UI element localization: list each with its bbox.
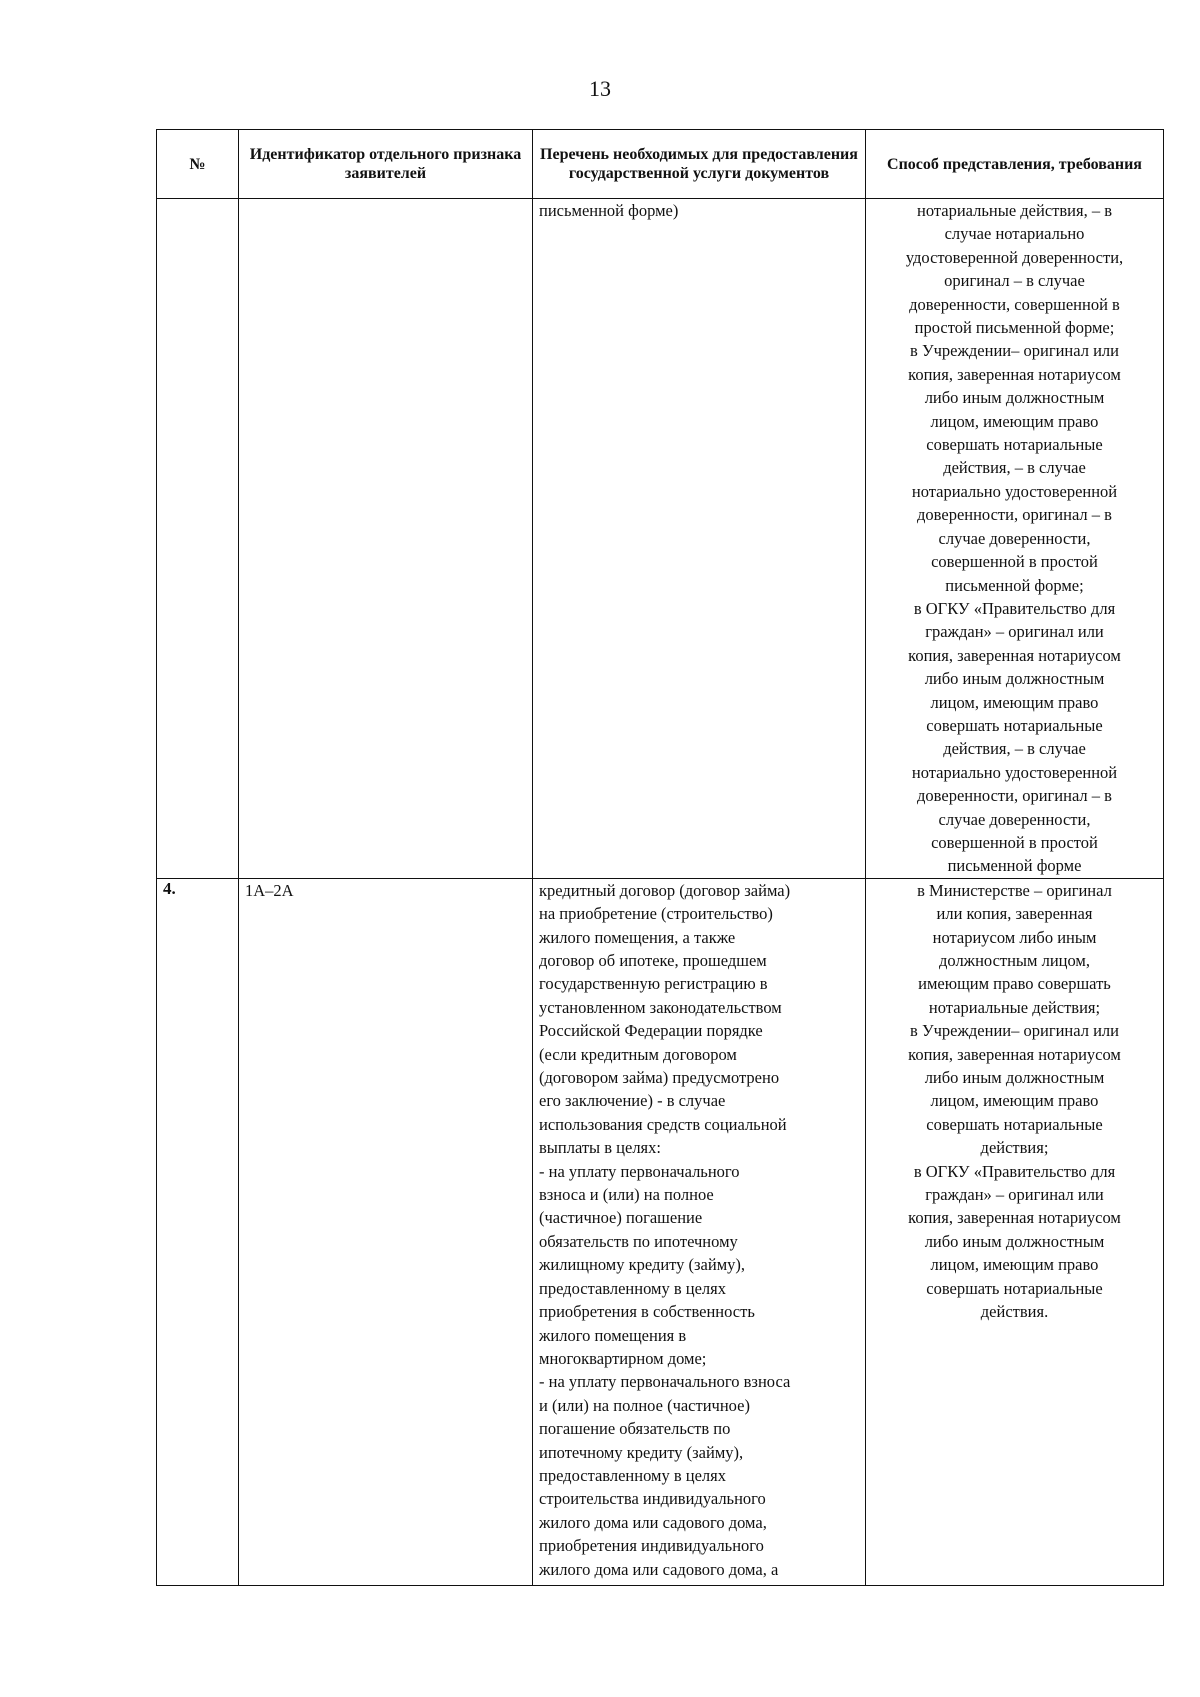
text-line: копия, заверенная нотариусом <box>908 645 1121 665</box>
text-line: взноса и (или) на полное <box>539 1185 714 1205</box>
text-line: либо иным должностным <box>924 669 1105 689</box>
text-line: совершать нотариальные <box>926 715 1103 735</box>
text-line: нотариальные действия; <box>928 997 1101 1017</box>
text-line: письменной форме; <box>945 575 1084 595</box>
text-line: случае нотариально <box>944 224 1085 244</box>
text-line: в ОГКУ «Правительство для <box>913 1161 1116 1181</box>
cell-method <box>866 199 1164 879</box>
text-line: лицом, имеющим право <box>930 692 1099 712</box>
text-line: лицом, имеющим право <box>930 411 1099 431</box>
text-line: предоставленному в целях <box>539 1465 726 1485</box>
table-header <box>157 130 1164 199</box>
text-line: государственную регистрацию в <box>539 974 768 994</box>
text-line: выплаты в целях: <box>539 1138 661 1158</box>
text-line: совершенной в простой <box>931 832 1098 852</box>
text-line: либо иным должностным <box>924 1231 1105 1251</box>
documents-text <box>539 879 859 1581</box>
text-line: доверенности, совершенной в <box>909 294 1120 314</box>
method-text <box>872 199 1157 878</box>
text-line: копия, заверенная нотариусом <box>908 1208 1121 1228</box>
text-line: или копия, заверенная <box>936 904 1093 924</box>
header-identifier: Идентификатор отдельного признака заявителей <box>239 130 533 199</box>
text-line: приобретения в собственность <box>539 1302 755 1322</box>
row-number: 4. <box>157 878 239 1585</box>
table-row <box>157 878 1164 1585</box>
text-line: граждан» – оригинал или <box>925 1185 1104 1205</box>
text-line: нотариально удостоверенной <box>911 762 1118 782</box>
text-line: на приобретение (строительство) <box>539 904 773 924</box>
text-line: жилого дома или садового дома, а <box>539 1559 779 1579</box>
text-line: действия, – в случае <box>943 458 1086 478</box>
text-line: его заключение) - в случае <box>539 1091 726 1111</box>
text-line: строительства индивидуального <box>539 1489 766 1509</box>
text-line: лицом, имеющим право <box>930 1091 1099 1111</box>
text-line: в Учреждении– оригинал или <box>910 341 1119 361</box>
cell-method <box>866 878 1164 1585</box>
text-line: действия. <box>980 1302 1049 1322</box>
header-number: № <box>157 130 239 199</box>
text-line: в Министерстве – оригинал <box>917 880 1112 900</box>
cell-number <box>157 199 239 879</box>
text-line: в Учреждении– оригинал или <box>910 1021 1119 1041</box>
text-line: совершать нотариальные <box>926 435 1103 455</box>
text-line: письменной форме <box>947 856 1082 876</box>
cell-documents <box>533 878 866 1585</box>
text-line: кредитный договор (договор займа) <box>539 880 791 900</box>
text-line: имеющим право совершать <box>918 974 1111 994</box>
text-line: - на уплату первоначального <box>539 1161 740 1181</box>
text-line: лицом, имеющим право <box>930 1255 1099 1275</box>
text-line: жилищному кредиту (займу), <box>539 1255 746 1275</box>
text-line: использования средств социальной <box>539 1114 787 1134</box>
text-line: нотариусом либо иным <box>932 927 1097 947</box>
documents-text <box>539 199 859 222</box>
table-row <box>157 199 1164 879</box>
text-line: должностным лицом, <box>939 951 1090 970</box>
text-line: договор об ипотеке, прошедшем <box>539 951 767 970</box>
cell-identifier <box>239 199 533 879</box>
text-line: доверенности, оригинал – в <box>917 505 1112 525</box>
text-line: (частичное) погашение <box>539 1208 703 1228</box>
header-documents: Перечень необходимых для предоставления государственной услуги документов <box>533 130 866 199</box>
text-line: действия; <box>980 1138 1049 1158</box>
method-text <box>872 879 1157 1324</box>
text-line: граждан» – оригинал или <box>925 622 1104 642</box>
text-line: нотариально удостоверенной <box>911 481 1118 501</box>
requirements-table <box>156 129 1164 1586</box>
text-line: (если кредитным договором <box>539 1044 737 1064</box>
text-line: установленном законодательством <box>539 997 782 1017</box>
text-line: простой письменной форме; <box>914 318 1115 338</box>
text-line: в ОГКУ «Правительство для <box>913 598 1116 618</box>
text-line: приобретения индивидуального <box>539 1536 764 1556</box>
header-method: Способ представления, требования <box>866 130 1164 199</box>
text-line: случае доверенности, <box>938 809 1091 829</box>
text-line: либо иным должностным <box>924 388 1105 408</box>
text-line: совершать нотариальные <box>926 1114 1103 1134</box>
text-line: многоквартирном доме; <box>539 1348 707 1368</box>
text-line: предоставленному в целях <box>539 1278 726 1298</box>
text-line: - на уплату первоначального взноса <box>539 1372 791 1392</box>
text-line: Российской Федерации порядке <box>539 1021 763 1041</box>
text-line: удостоверенной доверенности, <box>905 247 1124 267</box>
text-line: ипотечному кредиту (займу), <box>539 1442 744 1462</box>
text-line: погашение обязательств по <box>539 1419 731 1439</box>
text-line: нотариальные действия, – в <box>917 201 1112 220</box>
row-identifier: 1А–2А <box>239 878 533 1585</box>
text-line: обязательств по ипотечному <box>539 1231 738 1251</box>
text-line: жилого дома или садового дома, <box>539 1512 767 1532</box>
text-line: (договором займа) предусмотрено <box>539 1068 780 1088</box>
text-line: копия, заверенная нотариусом <box>908 1044 1121 1064</box>
text-line: копия, заверенная нотариусом <box>908 364 1121 384</box>
text-line: случае доверенности, <box>938 528 1091 548</box>
text-line: оригинал – в случае <box>944 271 1085 291</box>
text-line: либо иным должностным <box>924 1068 1105 1088</box>
cell-documents <box>533 199 866 879</box>
text-line: жилого помещения в <box>539 1325 687 1345</box>
text-line: доверенности, оригинал – в <box>917 786 1112 806</box>
text-line: письменной форме) <box>539 201 679 220</box>
text-line: жилого помещения, а также <box>539 927 736 947</box>
text-line: и (или) на полное (частичное) <box>539 1395 750 1415</box>
text-line: действия, – в случае <box>943 739 1086 759</box>
text-line: совершать нотариальные <box>926 1278 1103 1298</box>
page-number: 13 <box>589 76 611 101</box>
text-line: совершенной в простой <box>931 552 1098 572</box>
